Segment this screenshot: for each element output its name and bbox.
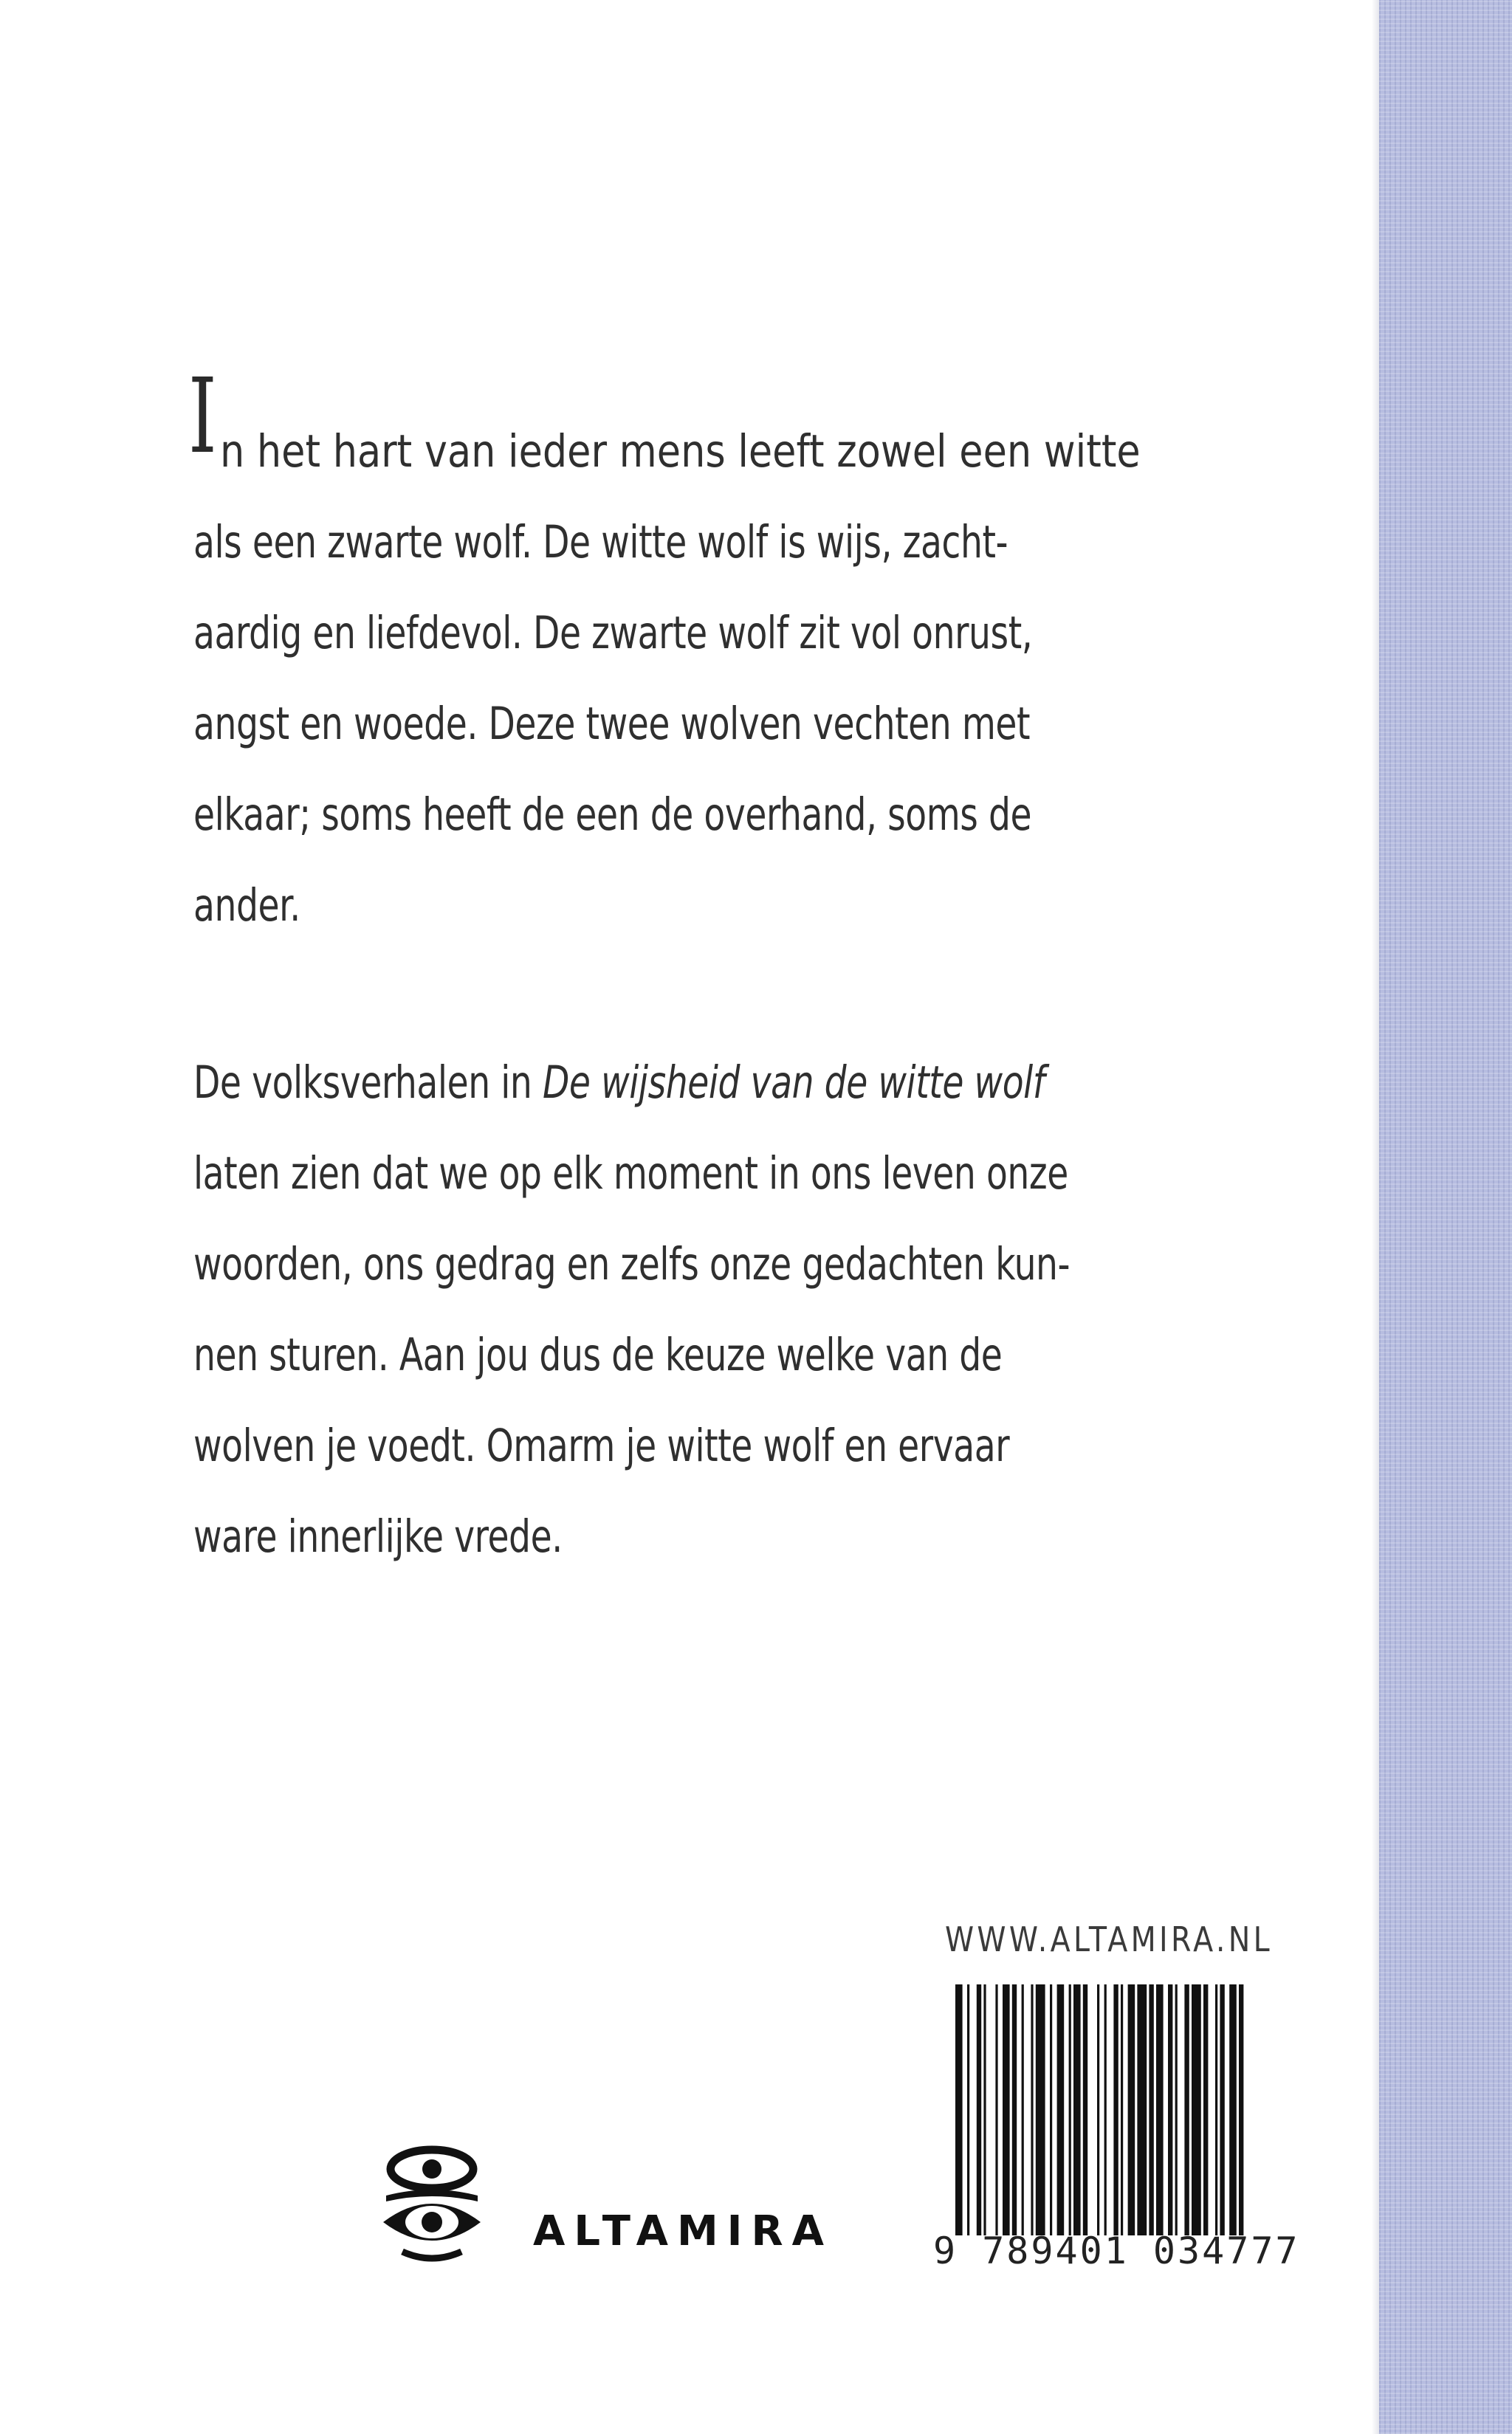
- paragraph2-line: woorden, ons gedrag en zelfs onze gedachten kun-: [193, 1238, 1071, 1290]
- paragraph2-line: nen sturen. Aan jou dus de keuze welke van de: [193, 1329, 1003, 1381]
- book-title-italic: De wijsheid van de witte wolf: [542, 1056, 1045, 1109]
- paragraph2-prefix: De volksverhalen in: [193, 1056, 543, 1109]
- book-spine: [1379, 0, 1512, 2434]
- paragraph1-line1: n het hart van ieder mens leeft zowel een witte: [220, 425, 1141, 478]
- paragraph1-line: als een zwarte wolf. De witte wolf is wijs, zacht-: [193, 516, 1008, 568]
- paragraph2-line: wolven je voedt. Omarm je witte wolf en ervaar: [193, 1420, 1010, 1472]
- eye-logo-icon: [373, 2141, 491, 2266]
- paragraph1-line: aardig en liefdevol. De zwarte wolf zit vol onrust,: [193, 607, 1033, 659]
- paragraph2-line1: [193, 1037, 1082, 1128]
- paragraph2: [193, 1037, 1227, 1582]
- paragraph2-line: ware innerlijke vrede.: [193, 1510, 563, 1563]
- paragraph1: [193, 497, 1227, 951]
- paragraph1-line: angst en woede. Deze twee wolven vechten met: [193, 698, 1031, 750]
- barcode-icon: [955, 1984, 1299, 2235]
- isbn-digits: 9 789401 034777: [933, 2230, 1300, 2272]
- drop-cap: I: [188, 357, 217, 477]
- paragraph1-line: ander.: [193, 879, 300, 932]
- publisher-name: ALTAMIRA: [533, 2207, 833, 2255]
- paragraph2-line: laten zien dat we op elk moment in ons leven onze: [193, 1147, 1068, 1200]
- paragraph1-line: elkaar; soms heeft de een de overhand, soms de: [193, 788, 1032, 841]
- publisher-website: WWW.ALTAMIRA.NL: [945, 1919, 1273, 1959]
